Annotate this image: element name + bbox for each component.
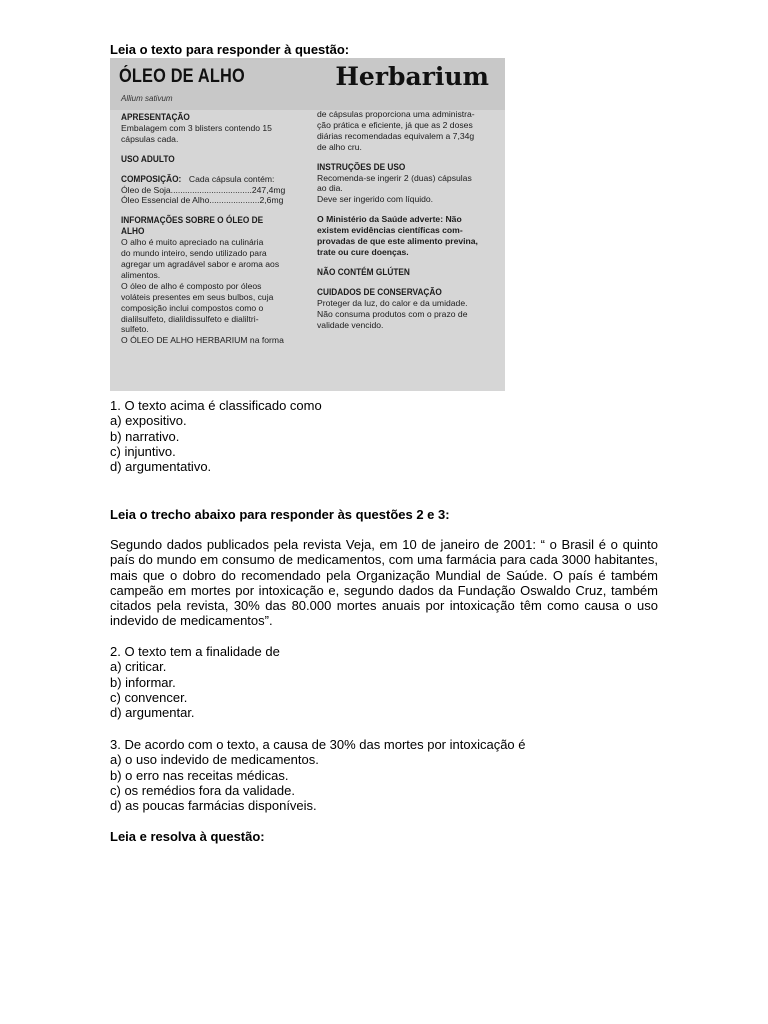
option-d: d) argumentar. — [110, 705, 195, 721]
question-stem: 3. De acordo com o texto, a causa de 30% das mortes por intoxicação é — [110, 737, 526, 752]
label-line: dialilsulfeto, dialildissulfeto e dialiltri- — [121, 313, 259, 324]
label-line: Óleo Essencial de Alho.....................2,6mg — [121, 195, 284, 206]
label-line: Proteger da luz, do calor e da umidade. — [317, 297, 468, 308]
ministry-warning: existem evidências científicas com- — [317, 225, 463, 236]
product-label-image — [110, 58, 505, 391]
option-c: c) injuntivo. — [110, 443, 176, 459]
ministry-warning: O Ministério da Saúde adverte: Não — [317, 214, 462, 225]
label-line: Cada cápsula contém: — [186, 173, 275, 184]
label-line: O ÓLEO DE ALHO HERBARIUM na forma — [121, 335, 284, 346]
option-b: b) narrativo. — [110, 428, 180, 444]
question-1 — [110, 398, 670, 474]
brand-logo: Herbarium — [335, 62, 489, 91]
label-line: alimentos. — [121, 269, 161, 280]
label-line: Embalagem com 3 blisters contendo 15 — [121, 122, 272, 133]
question-3 — [110, 737, 670, 813]
ministry-warning: trate ou cure doenças. — [317, 246, 409, 257]
label-line: cápsulas cada. — [121, 133, 179, 144]
label-line: Não consuma produtos com o prazo de — [317, 308, 468, 319]
info-heading: INFORMAÇÕES SOBRE O ÓLEO DE ALHO — [121, 215, 264, 237]
label-line: Recomenda-se ingerir 2 (duas) cápsulas — [317, 172, 472, 183]
option-c: c) convencer. — [110, 689, 188, 705]
option-a: a) expositivo. — [110, 413, 187, 429]
option-b: b) o erro nas receitas médicas. — [110, 767, 289, 783]
composicao-heading: COMPOSIÇÃO: — [121, 173, 182, 184]
label-line: Deve ser ingerido com líquido. — [317, 194, 434, 205]
label-line: O alho é muito apreciado na culinária — [121, 237, 264, 248]
label-line: composição inclui compostos como o — [121, 302, 264, 313]
label-line: ao dia. — [317, 183, 343, 194]
label-line: sulfeto. — [121, 324, 149, 335]
gluten-notice: NÃO CONTÉM GLÚTEN — [317, 266, 410, 277]
intro-heading-2: Leia o trecho abaixo para responder às questões 2 e 3: — [110, 507, 450, 522]
instrucoes-heading: INSTRUÇÕES DE USO — [317, 161, 406, 172]
intro-heading-3: Leia e resolva à questão: — [110, 829, 265, 844]
cuidados-heading: CUIDADOS DE CONSERVAÇÃO — [317, 286, 442, 297]
option-c: c) os remédios fora da validade. — [110, 782, 295, 798]
label-line: Óleo de Soja..................................247,4mg — [121, 184, 286, 195]
question-stem: 2. O texto tem a finalidade de — [110, 644, 280, 659]
label-line: agregar um agradável sabor e aroma aos — [121, 258, 280, 269]
apresentacao-heading: APRESENTAÇÃO — [121, 112, 190, 122]
option-d: d) as poucas farmácias disponíveis. — [110, 798, 317, 814]
option-d: d) argumentativo. — [110, 459, 212, 475]
label-line: O óleo de alho é composto por óleos — [121, 280, 262, 291]
label-line: de alho cru. — [317, 141, 362, 152]
label-title: ÓLEO DE ALHO — [119, 66, 245, 87]
label-line: de cápsulas proporciona uma administra- — [317, 109, 475, 119]
label-line: do mundo inteiro, sendo utilizado para — [121, 248, 267, 259]
question-stem: 1. O texto acima é classificado como — [110, 398, 322, 413]
intro-heading-1: Leia o texto para responder à questão: — [110, 42, 350, 57]
uso-adulto: USO ADULTO — [121, 153, 175, 164]
passage — [110, 537, 658, 629]
passage-text: Segundo dados publicados pela revista Veja, em 10 de janeiro de 2001: “ o Brasil é o quinto país do mundo em consumo de medicamentos, com uma farmácia para cada 3000 habitantes, mais que o dobro do recomendado pela Organização Mundial de Saúde. O país é também campeão em mortes por intoxicação e, segundo dados da Fundação Oswaldo Cruz, também citados pela revista, 30% das 80.000 mortes anuais por intoxicação têm como causa o uso indevido de medicamentos”. — [110, 537, 658, 629]
option-a: a) criticar. — [110, 659, 167, 675]
label-scientific-name: Allium sativum — [121, 94, 173, 103]
label-line: voláteis presentes em seus bulbos, cuja — [121, 291, 274, 302]
ministry-warning: provadas de que este alimento previna, — [317, 236, 478, 247]
label-line: ção prática e eficiente, já que as 2 doses — [317, 119, 473, 130]
option-a: a) o uso indevido de medicamentos. — [110, 752, 319, 768]
label-line: diárias recomendadas equivalem a 7,34g — [317, 130, 475, 141]
label-right-column — [317, 109, 497, 330]
label-left-column — [121, 112, 299, 346]
label-line: validade vencido. — [317, 319, 384, 330]
option-b: b) informar. — [110, 674, 176, 690]
question-2 — [110, 644, 670, 720]
